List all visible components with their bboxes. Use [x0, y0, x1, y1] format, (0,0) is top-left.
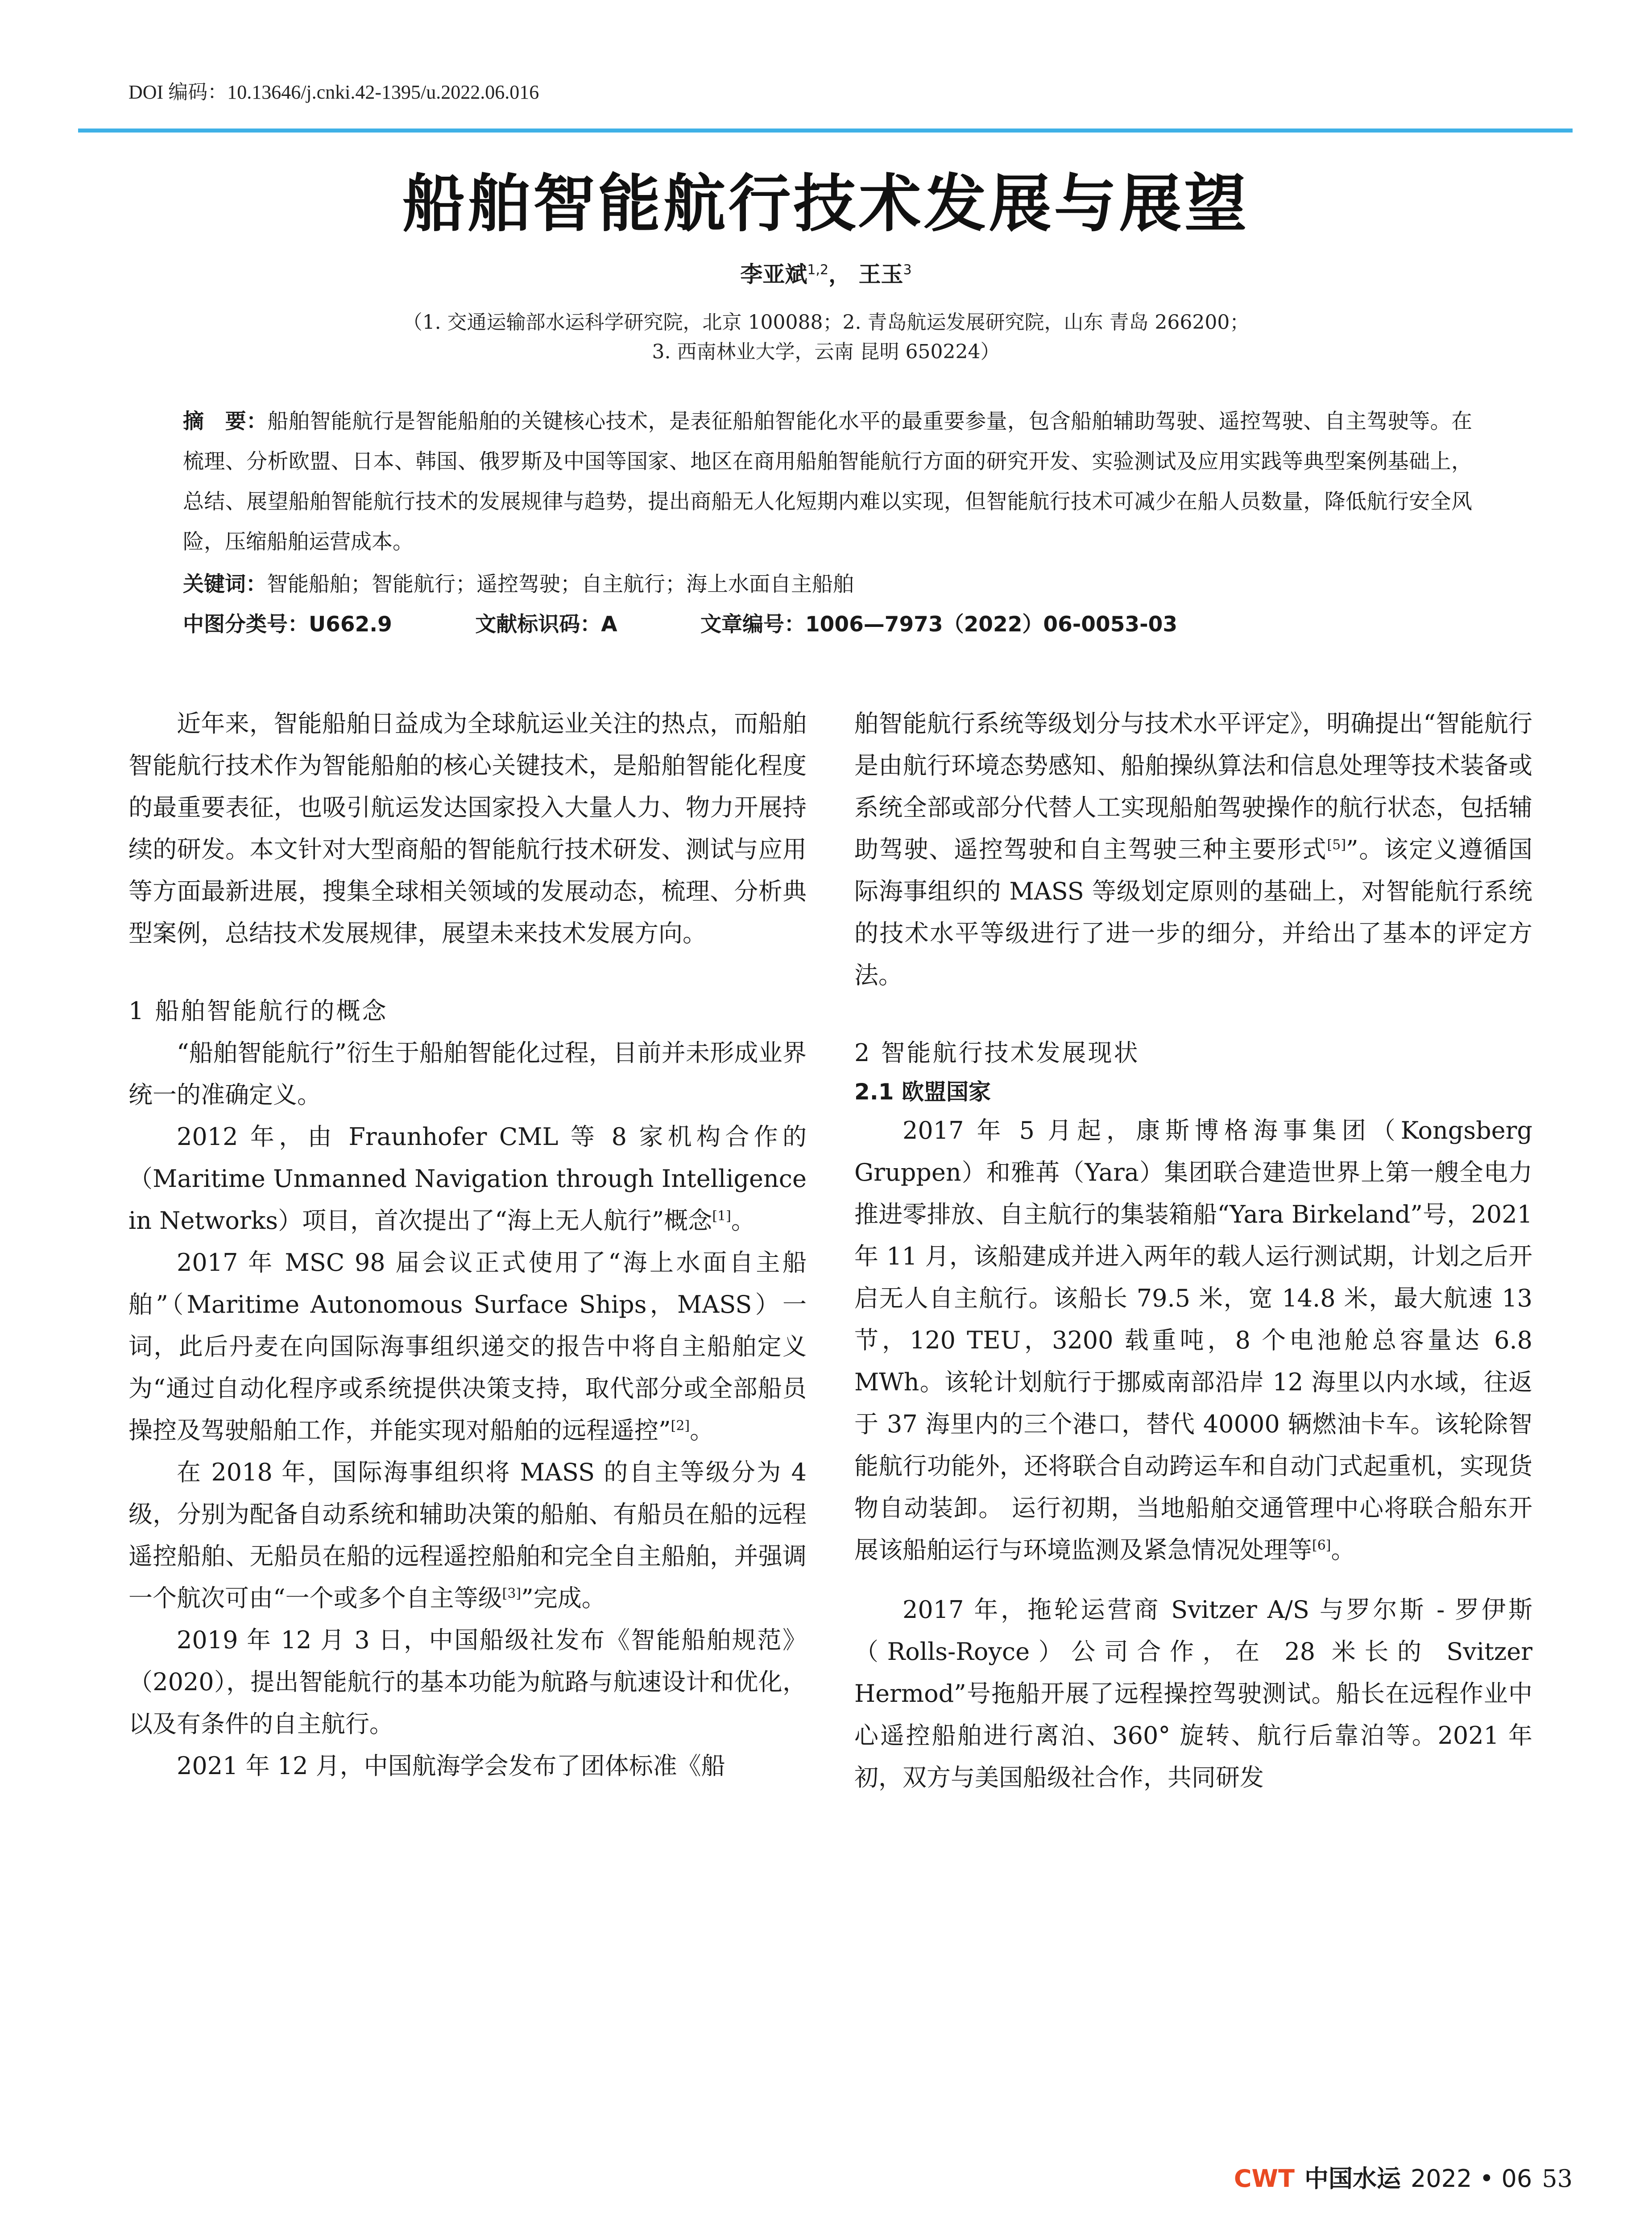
- paragraph: “船舶智能航行”衍生于船舶智能化过程，目前并未形成业界统一的准确定义。: [128, 1039, 807, 1109]
- intro-paragraph: 近年来，智能船舶日益成为全球航运业关注的热点，而船舶智能航行技术作为智能船舶的核心关键技术，是船舶智能化程度的最重要表征，也吸引航运发达国家投入大量人力、物力开展持续的研发。本文针对大型商船的智能航行技术研发、测试与应用等方面最新进展，搜集全球相关领域的发展动态，梳理、分析典型案例，总结技术发展规律，展望未来技术发展方向。: [128, 709, 807, 947]
- affiliation-line: 3. 西南林业大学，云南 昆明 650224）: [652, 340, 1000, 363]
- subsection-2-1-heading: 2.1 欧盟国家: [854, 1079, 991, 1105]
- citation: [3]: [502, 1586, 522, 1601]
- clc-number: 中图分类号：U662.9: [183, 612, 392, 637]
- citation: [1]: [712, 1208, 731, 1224]
- magazine-name: 中国水运: [1304, 2164, 1401, 2193]
- keywords-text: 智能船舶；智能航行；遥控驾驶；自主航行；海上水面自主船舶: [267, 572, 854, 597]
- paragraph: 2012 年，由 Fraunhofer CML 等 8 家机构合作的（Maritime Unmanned Navigation through Intelligence in Networks）项目，首次提出了“海上无人航行”概念[1]。: [128, 1123, 807, 1235]
- abstract: [183, 402, 1472, 562]
- abstract-text: 船舶智能航行是智能船舶的关键核心技术，是表征船舶智能化水平的最重要参量，包含船舶辅助驾驶、遥控驾驶、自主驾驶等。在梳理、分析欧盟、日本、韩国、俄罗斯及中国等国家、地区在商用船舶智能航行方面的研究开发、实验测试及应用实践等典型案例基础上，总结、展望船舶智能航行技术的发展规律与趋势，提出商船无人化短期内难以实现，但智能航行技术可减少在船人员数量，降低航行安全风险，压缩船舶运营成本。: [183, 409, 1473, 554]
- page-footer: [1234, 2160, 1573, 2194]
- author-affil-mark: 3: [903, 262, 912, 278]
- author-separator: ，: [828, 261, 851, 287]
- doi-line: DOI 编码：10.13646/j.cnki.42-1395/u.2022.06.016: [128, 81, 539, 103]
- header-rule: [78, 129, 1573, 133]
- author-affil-mark: 1,2: [807, 262, 829, 278]
- page-number: 53: [1542, 2165, 1573, 2193]
- citation: [5]: [1327, 837, 1346, 853]
- paragraph: 2017 年 5 月起，康斯博格海事集团（Kongsberg Gruppen）和雅苒（Yara）集团联合建造世界上第一艘全电力推进零排放、自主航行的集装箱船“Yara Birkeland”号，2021 年 11 月，该船建成并进入两年的载人运行测试期，计划之后开启无人自主航行。该船长 79.5 米，宽 14.8 米，最大航速 13 节，120 TEU，3200 载重吨，8 个电池舱总容量达 6.8 MWh。该轮计划航行于挪威南部沿岸 12 海里以内水域，往返于 37 海里内的三个港口，替代 40000 辆燃油卡车。该轮除智能航行功能外，还将联合自动跨运车和自动门式起重机，实现货物自动装卸。 运行初期，当地船舶交通管理中心将联合船东开展该船舶运行与环境监测及紧急情况处理等[6]。: [854, 1116, 1532, 1564]
- paragraph: 在 2018 年，国际海事组织将 MASS 的自主等级分为 4 级，分别为配备自动系统和辅助决策的船舶、有船员在船的远程遥控船舶、无船员在船的远程遥控船舶和完全自主船舶，并强调一个航次可由“一个或多个自主等级[3]”完成。: [128, 1458, 807, 1612]
- paragraph: 2021 年 12 月，中国航海学会发布了团体标准《船: [177, 1752, 725, 1780]
- classification-line: [183, 605, 1472, 645]
- document-code: 文献标识码：A: [475, 612, 617, 637]
- author-name: 王玉: [858, 261, 903, 287]
- section-1-heading: 1 船舶智能航行的概念: [128, 997, 388, 1025]
- author-line: [0, 257, 1652, 289]
- article-number: 文章编号：1006—7973（2022）06-0053-03: [700, 612, 1178, 637]
- author-name: 李亚斌: [740, 261, 807, 287]
- issue-number: 2022 • 06: [1410, 2165, 1532, 2193]
- section-2-heading: 2 智能航行技术发展现状: [854, 1039, 1140, 1067]
- keywords-label: 关键词：: [183, 572, 267, 597]
- citation: [2]: [671, 1418, 690, 1434]
- keywords: [183, 564, 1472, 605]
- paragraph: 2017 年 MSC 98 届会议正式使用了“海上水面自主船舶”（Maritime Autonomous Surface Ships，MASS）一词，此后丹麦在向国际海事组织递交的报告中将自主船舶定义为“通过自动化程序或系统提供决策支持，取代部分或全部船员操控及驾驶船舶工作，并能实现对船舶的远程遥控”[2]。: [128, 1248, 807, 1444]
- paragraph: 2017 年，拖轮运营商 Svitzer A/S 与罗尔斯 - 罗伊斯（Rolls-Royce）公司合作，在 28 米长的 Svitzer Hermod”号拖船开展了远程操控驾驶测试。船长在远程作业中心遥控船舶进行离泊、360° 旋转、航行后靠泊等。2021 年初，双方与美国船级社合作，共同研发: [854, 1596, 1532, 1791]
- paragraph: 2019 年 12 月 3 日，中国船级社发布《智能船舶规范》（2020），提出智能航行的基本功能为航路与航速设计和优化，以及有条件的自主航行。: [128, 1626, 807, 1738]
- abstract-label: 摘 要：: [183, 409, 268, 434]
- paragraph: 舶智能航行系统等级划分与技术水平评定》，明确提出“智能航行是由航行环境态势感知、船舶操纵算法和信息处理等技术装备或系统全部或部分代替人工实现船舶驾驶操作的航行状态，包括辅助驾驶、遥控驾驶和自主驾驶三种主要形式[5]”。该定义遵循国际海事组织的 MASS 等级划定原则的基础上，对智能航行系统的技术水平等级进行了进一步的细分，并给出了基本的评定方法。: [854, 709, 1533, 989]
- article-title: 船舶智能航行技术发展与展望: [402, 168, 1250, 241]
- citation: [6]: [1312, 1538, 1331, 1553]
- affiliation-line: （1. 交通运输部水运科学研究院，北京 100088；2. 青岛航运发展研究院，山东 青岛 266200；: [402, 311, 1250, 334]
- cwt-logo: CWT: [1234, 2165, 1295, 2193]
- right-column: [854, 703, 1532, 1799]
- left-column: [128, 703, 807, 1787]
